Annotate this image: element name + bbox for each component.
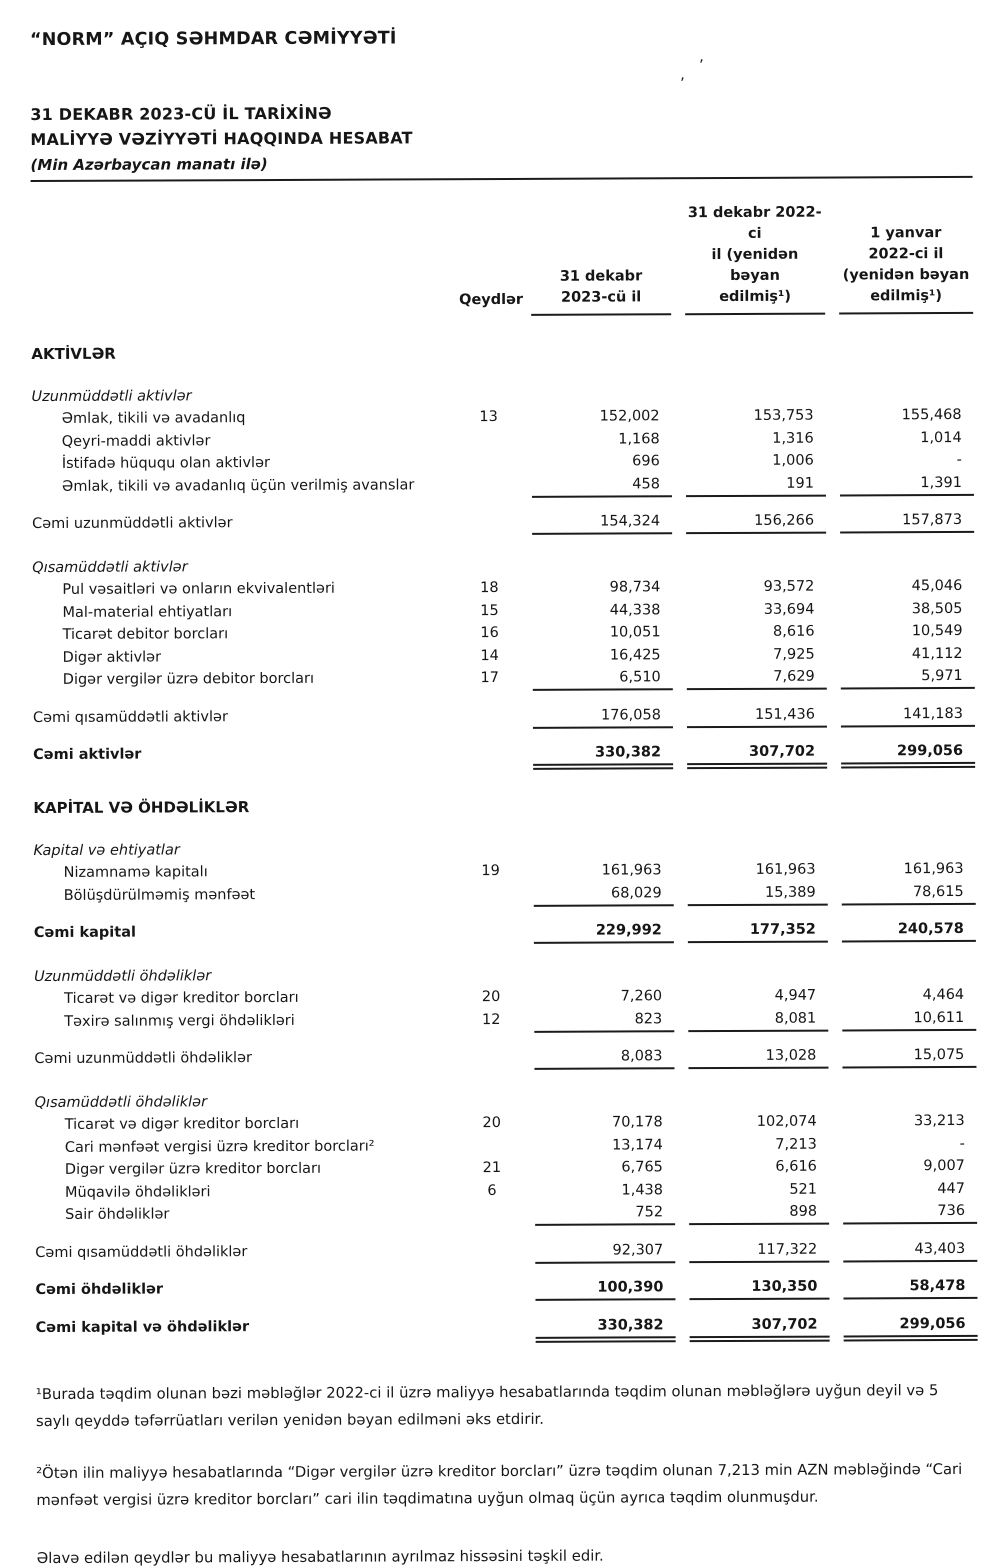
row-value-dec2022 <box>685 353 825 357</box>
row-value-jan2022: 33,213 <box>843 1113 977 1133</box>
row-value-jan2022: 736 <box>843 1203 977 1225</box>
column-header-dec2022: 31 dekabr 2022-ci il (yenidən bəyan edilmiş¹) <box>685 203 825 316</box>
report-title-line2: MALİYYƏ VƏZİYYƏTİ HAQQINDA HESABAT <box>30 123 972 152</box>
table-row <box>34 1047 976 1074</box>
row-label: Ticarət və digər kreditor borcları <box>34 989 448 1007</box>
row-label: Təxirə salınmış vergi öhdəlikləri <box>34 1012 448 1030</box>
row-value-dec2023: 70,178 <box>535 1114 675 1134</box>
row-note-ref: 12 <box>462 1011 520 1027</box>
statement-table <box>31 341 977 1345</box>
table-row <box>33 795 975 822</box>
row-value-jan2022: 58,478 <box>843 1278 977 1300</box>
row-label: Cəmi kapital və öhdəliklər <box>36 1318 450 1336</box>
row-value-dec2022: 7,629 <box>687 669 827 691</box>
row-value-dec2023: 10,051 <box>533 624 673 644</box>
row-label: Pul vəsaitləri və onların ekvivalentləri <box>32 580 446 598</box>
row-note-ref: 18 <box>460 580 518 596</box>
table-row <box>33 705 975 732</box>
row-value-dec2023: 823 <box>534 1011 674 1033</box>
report-subtitle: (Min Azərbaycan manatı ilə) <box>30 152 972 174</box>
row-value-jan2022: 78,615 <box>842 883 976 905</box>
row-label: Cəmi qısamüddətli aktivlər <box>33 708 447 726</box>
row-value-jan2022: 45,046 <box>840 578 974 598</box>
row-label: Digər vergilər üzrə debitor borcları <box>33 670 447 688</box>
row-value-dec2022: 191 <box>686 475 826 497</box>
row-label: Cəmi uzunmüddətli öhdəliklər <box>34 1049 448 1067</box>
report-title-line1: 31 DEKABR 2023-CÜ İL TARİXİNƏ <box>30 98 972 127</box>
row-value-dec2022: 8,616 <box>687 624 827 644</box>
row-value-jan2022: 447 <box>843 1180 977 1200</box>
row-value-dec2023: 229,992 <box>534 922 674 944</box>
row-value-dec2023: 92,307 <box>535 1242 675 1264</box>
row-value-dec2022: 130,350 <box>689 1279 829 1301</box>
row-value-jan2022: 10,549 <box>841 623 975 643</box>
row-value-dec2023 <box>534 975 674 979</box>
row-value-dec2022: 13,028 <box>688 1048 828 1070</box>
row-value-dec2023: 13,174 <box>535 1137 675 1157</box>
row-value-dec2023 <box>533 807 673 811</box>
table-row <box>35 1203 977 1230</box>
row-value-jan2022: 38,505 <box>840 600 974 620</box>
row-value-dec2022: 93,572 <box>686 579 826 599</box>
table-row <box>34 921 976 948</box>
row-note-ref: 17 <box>461 670 519 686</box>
row-label: Sair öhdəliklər <box>35 1205 449 1223</box>
row-value-jan2022: 155,468 <box>840 407 974 427</box>
row-value-dec2022: 1,006 <box>686 453 826 473</box>
row-value-dec2023: 1,438 <box>535 1182 675 1202</box>
row-label: Digər vergilər üzrə kreditor borcları <box>35 1160 449 1178</box>
row-label: Cəmi kapital <box>34 923 448 941</box>
row-value-dec2023: 7,260 <box>534 988 674 1008</box>
column-headers <box>31 202 973 318</box>
row-value-jan2022 <box>840 393 974 397</box>
row-value-dec2022: 307,702 <box>690 1316 830 1342</box>
row-value-dec2023 <box>532 395 672 399</box>
row-value-dec2022: 117,322 <box>689 1241 829 1263</box>
row-label: Cəmi aktivlər <box>33 745 447 763</box>
row-value-dec2023 <box>535 1101 675 1105</box>
row-value-jan2022: 5,971 <box>841 668 975 690</box>
row-note-ref: 13 <box>460 409 518 425</box>
table-row <box>34 883 976 910</box>
row-value-jan2022: 299,056 <box>844 1315 978 1341</box>
report-title-block <box>30 98 972 174</box>
table-row <box>36 1315 978 1344</box>
row-value-dec2022 <box>689 1100 829 1104</box>
table-row <box>34 1009 976 1036</box>
row-value-jan2022: 240,578 <box>842 921 976 943</box>
row-value-dec2023: 696 <box>532 453 672 473</box>
row-note-ref: 14 <box>461 647 519 663</box>
row-note-ref: 21 <box>463 1160 521 1176</box>
table-row <box>31 341 973 368</box>
row-value-dec2023: 161,963 <box>534 862 674 882</box>
row-value-dec2023: 44,338 <box>532 602 672 622</box>
company-name: “NORM” AÇIQ SƏHMDAR CƏMİYYƏTİ <box>30 26 972 50</box>
row-label: Mal-material ehtiyatları <box>32 603 446 621</box>
row-label: Bölüşdürülməmiş mənfəət <box>34 886 448 904</box>
row-label: Cəmi öhdəliklər <box>35 1280 449 1298</box>
row-note-ref: 15 <box>460 602 518 618</box>
row-value-jan2022: 15,075 <box>842 1047 976 1069</box>
row-value-dec2022 <box>686 394 826 398</box>
row-note-ref: 6 <box>463 1182 521 1198</box>
row-value-dec2022: 156,266 <box>686 513 826 535</box>
row-value-jan2022: 43,403 <box>843 1240 977 1262</box>
row-label: Qısamüddətli aktivlər <box>32 558 446 576</box>
table-row <box>35 1240 977 1267</box>
row-value-jan2022: 4,464 <box>842 987 976 1007</box>
row-label: Müqavilə öhdəlikləri <box>35 1183 449 1201</box>
row-value-jan2022: - <box>840 452 974 472</box>
row-value-jan2022: - <box>843 1135 977 1155</box>
row-value-jan2022: 299,056 <box>841 743 975 769</box>
header-rule <box>31 176 973 182</box>
row-label: Cəmi qısamüddətli öhdəliklər <box>35 1243 449 1261</box>
row-label: Kapital və ehtiyatlar <box>33 841 447 859</box>
row-label: KAPİTAL VƏ ÖHDƏLİKLƏR <box>33 797 447 817</box>
row-value-dec2022: 7,213 <box>689 1136 829 1156</box>
row-value-dec2023: 68,029 <box>534 885 674 907</box>
row-label: AKTİVLƏR <box>31 343 445 363</box>
row-value-dec2023: 330,382 <box>536 1317 676 1343</box>
row-value-dec2023: 8,083 <box>534 1048 674 1070</box>
row-label: Cari mənfəət vergisi üzrə kreditor borcları² <box>35 1138 449 1156</box>
row-label: Nizamnamə kapitalı <box>34 863 448 881</box>
row-label: Əmlak, tikili və avadanlıq <box>32 409 446 427</box>
row-value-dec2022: 151,436 <box>687 706 827 728</box>
column-header-spacer <box>31 311 445 318</box>
column-header-jan2022: 1 yanvar 2022-ci il (yenidən bəyan edilmiş¹) <box>839 223 973 315</box>
row-label: Ticarət debitor borcları <box>33 625 447 643</box>
row-note-ref: 20 <box>463 1115 521 1131</box>
row-label: Qeyri-maddi aktivlər <box>32 432 446 450</box>
row-value-dec2022: 521 <box>689 1181 829 1201</box>
row-label: Ticarət və digər kreditor borcları <box>35 1115 449 1133</box>
row-value-dec2023 <box>532 566 672 570</box>
row-value-dec2022: 161,963 <box>688 862 828 882</box>
row-value-dec2023: 154,324 <box>532 513 672 535</box>
row-value-jan2022 <box>841 806 975 810</box>
row-value-dec2023: 6,765 <box>535 1159 675 1179</box>
row-label: Qısamüddətli öhdəliklər <box>35 1093 449 1111</box>
row-value-dec2022: 898 <box>689 1204 829 1226</box>
row-value-dec2023 <box>531 353 671 357</box>
table-row <box>33 668 975 695</box>
row-value-dec2023: 752 <box>535 1204 675 1226</box>
row-label: Əmlak, tikili və avadanlıq üçün verilmiş avanslar <box>32 477 446 495</box>
row-value-dec2022 <box>688 974 828 978</box>
row-value-jan2022 <box>842 847 976 851</box>
row-value-dec2022: 7,925 <box>687 646 827 666</box>
row-value-dec2022: 15,389 <box>688 884 828 906</box>
footnotes <box>36 1376 979 1566</box>
row-value-jan2022: 157,873 <box>840 512 974 534</box>
scan-artifact: , <box>680 65 685 83</box>
scan-artifact: , <box>699 47 704 65</box>
row-label: Digər aktivlər <box>33 648 447 666</box>
row-value-dec2022: 153,753 <box>686 408 826 428</box>
row-note-ref: 16 <box>461 625 519 641</box>
row-value-dec2023: 458 <box>532 476 672 498</box>
row-value-dec2022: 102,074 <box>689 1114 829 1134</box>
footnote-1: ¹Burada təqdim olunan bəzi məbləğlər 2022-ci il üzrə maliyyə hesabatlarında təqdim olunan məbləğlərə uyğun deyil və 5 saylı qeyddə təfərrüatları verilən yenidən bəyan edilməni əks etdirir. <box>36 1376 976 1434</box>
row-value-jan2022 <box>842 973 976 977</box>
table-row <box>35 1278 977 1305</box>
row-value-dec2023: 176,058 <box>533 707 673 729</box>
table-row <box>33 743 975 772</box>
row-note-ref: 20 <box>462 989 520 1005</box>
row-value-jan2022 <box>843 1099 977 1103</box>
row-value-dec2022 <box>686 565 826 569</box>
row-value-jan2022: 1,391 <box>840 474 974 496</box>
column-header-dec2023: 31 dekabr 2023-cü il <box>531 266 671 316</box>
row-value-dec2022: 6,616 <box>689 1159 829 1179</box>
row-label: Uzunmüddətli öhdəliklər <box>34 967 448 985</box>
row-value-jan2022 <box>839 352 973 356</box>
row-value-jan2022: 141,183 <box>841 705 975 727</box>
row-value-dec2022: 177,352 <box>688 922 828 944</box>
row-label: İstifadə hüququ olan aktivlər <box>32 454 446 472</box>
row-value-dec2022: 4,947 <box>688 988 828 1008</box>
row-value-dec2022: 33,694 <box>686 601 826 621</box>
row-value-jan2022: 1,014 <box>840 429 974 449</box>
row-value-dec2023: 330,382 <box>533 744 673 770</box>
column-header-notes: Qeydlər <box>459 290 517 316</box>
row-value-dec2023 <box>534 849 674 853</box>
row-value-jan2022: 9,007 <box>843 1158 977 1178</box>
footnote-2: ²Ötən ilin maliyyə hesabatlarında “Digər vergilər üzrə kreditor borcları” üzrə təqdim olunan 7,213 min AZN məbləğində “Cari mənfəət vergisi üzrə kreditor borcları” cari ilin təqdimatına uyğun olmaq üçün ayrıca təqdim olunmuşdur. <box>36 1455 976 1513</box>
row-value-dec2023: 16,425 <box>533 647 673 667</box>
row-value-dec2023: 1,168 <box>532 431 672 451</box>
row-value-dec2023: 98,734 <box>532 579 672 599</box>
row-value-jan2022: 41,112 <box>841 645 975 665</box>
row-value-dec2022: 1,316 <box>686 430 826 450</box>
row-value-dec2022 <box>688 848 828 852</box>
row-value-dec2022: 307,702 <box>687 744 827 770</box>
row-value-dec2023: 100,390 <box>535 1279 675 1301</box>
row-value-dec2022 <box>687 807 827 811</box>
row-note-ref: 19 <box>462 863 520 879</box>
table-row <box>32 474 974 501</box>
row-value-jan2022 <box>840 564 974 568</box>
row-label: Uzunmüddətli aktivlər <box>31 387 445 405</box>
table-row <box>32 512 974 539</box>
row-value-dec2022: 8,081 <box>688 1010 828 1032</box>
row-value-jan2022: 10,611 <box>842 1009 976 1031</box>
row-value-jan2022: 161,963 <box>842 861 976 881</box>
row-label: Cəmi uzunmüddətli aktivlər <box>32 514 446 532</box>
closing-note: Əlavə edilən qeydlər bu maliyyə hesabatlarının ayrılmaz hissəsini təşkil edir. <box>37 1545 977 1566</box>
row-value-dec2023: 6,510 <box>533 669 673 691</box>
row-value-dec2023: 152,002 <box>532 408 672 428</box>
